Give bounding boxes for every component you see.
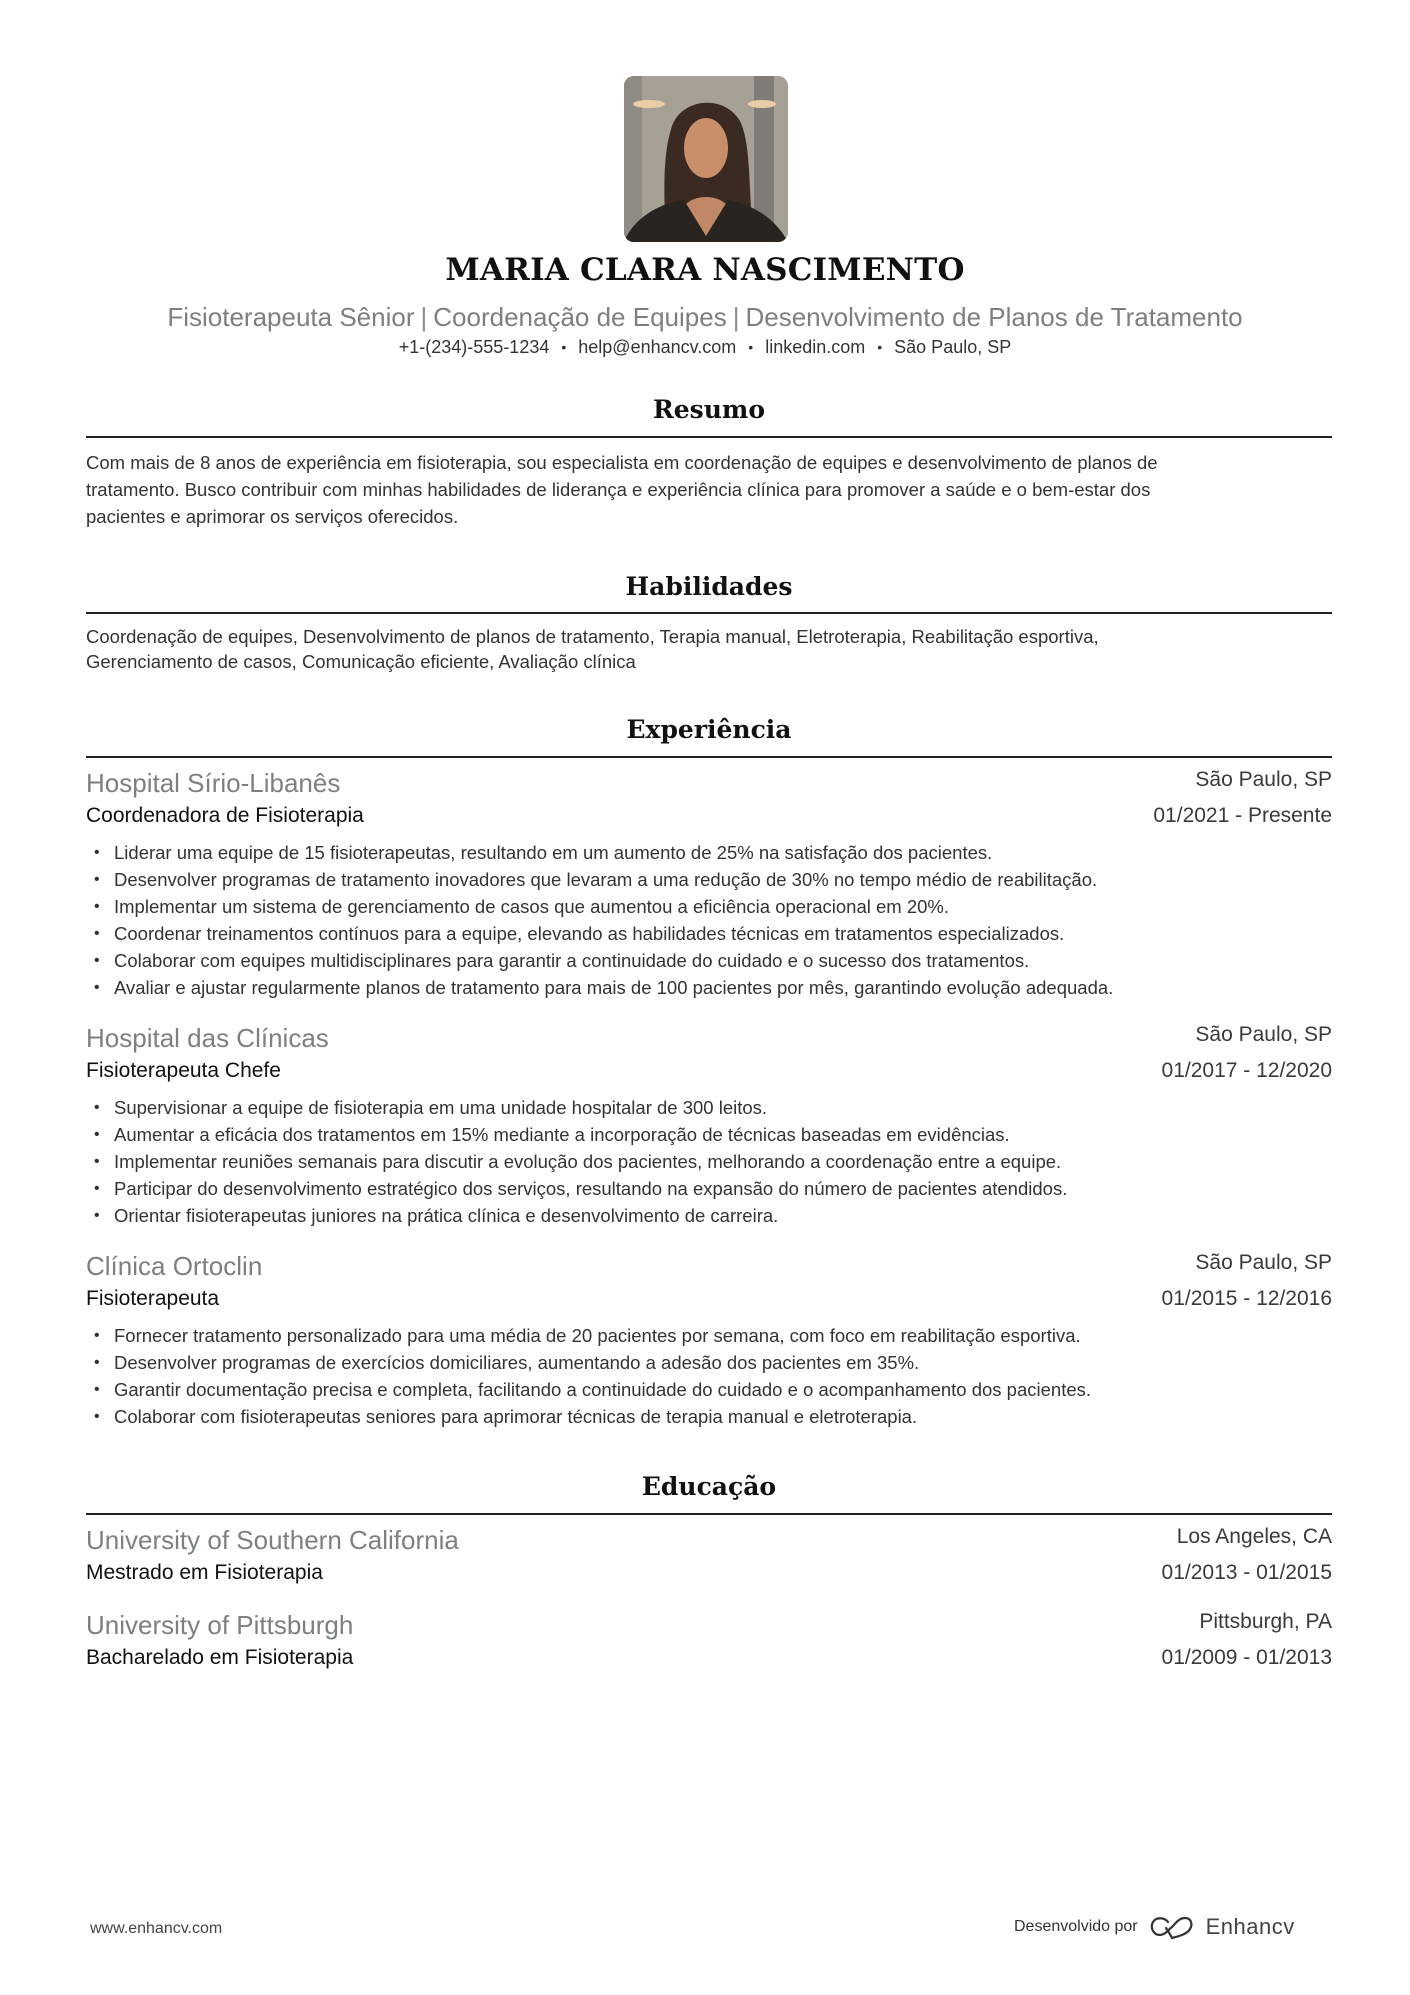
footer-website-link[interactable]: www.enhancv.com (90, 1920, 223, 1937)
bullet-separator-icon: • (877, 339, 883, 355)
job-location: São Paulo, SP (1195, 1251, 1332, 1274)
school-location: Los Angeles, CA (1176, 1525, 1332, 1548)
contact-email[interactable]: help@enhancv.com (578, 337, 737, 357)
job-bullets (86, 1322, 1332, 1430)
headline-separator: | (420, 302, 428, 332)
skills-text (86, 624, 1336, 674)
school-name: University of Pittsburgh (86, 1610, 354, 1640)
headline-part: Coordenação de Equipes (433, 302, 727, 332)
brand-name[interactable]: Enhancv (1205, 1914, 1295, 1939)
job-dates: 01/2017 - 12/2020 (1161, 1059, 1332, 1082)
footer-branding (1014, 1912, 1295, 1942)
bullet-separator-icon: • (561, 339, 567, 355)
job-bullet: • Aumentar a eficácia dos tratamentos em 15% mediante a incorporação de técnicas baseadas em evidências. (86, 1121, 1332, 1148)
job-bullet: • Implementar um sistema de gerenciamento de casos que aumentou a eficiência operacional em 20%. (86, 893, 1332, 920)
headline-separator: | (732, 302, 740, 332)
job-bullet: • Colaborar com equipes multidisciplinares para garantir a continuidade do cuidado e o sucesso dos tratamentos. (86, 947, 1332, 974)
summary-line: Com mais de 8 anos de experiência em fisioterapia, sou especialista em coordenação de equipes e desenvolvimento de planos de (86, 452, 1158, 473)
education-subheader (86, 1561, 1332, 1591)
job-bullets (86, 839, 1332, 1001)
job-bullet: • Avaliar e ajustar regularmente planos de tratamento para mais de 100 pacientes por mês, garantindo evolução adequada. (86, 974, 1332, 1001)
section-title-experience: Experiência (626, 715, 792, 744)
company-name: Hospital Sírio-Libanês (86, 768, 341, 798)
job-dates: 01/2021 - Presente (1153, 804, 1332, 827)
experience-subheader (86, 1059, 1332, 1089)
job-bullet: • Fornecer tratamento personalizado para uma média de 20 pacientes por semana, com foco em reabilitação esportiva. (86, 1322, 1332, 1349)
summary-text (86, 449, 1336, 530)
job-bullet: • Implementar reuniões semanais para discutir a evolução dos pacientes, melhorando a coordenação entre a equipe. (86, 1148, 1332, 1175)
job-bullet: • Garantir documentação precisa e completa, facilitando a continuidade do cuidado e o acompanhamento dos pacientes. (86, 1376, 1332, 1403)
job-bullets (86, 1094, 1332, 1229)
contact-phone[interactable]: +1-(234)-555-1234 (398, 337, 550, 357)
section-title-education: Educação (641, 1472, 777, 1501)
job-bullet: • Liderar uma equipe de 15 fisioterapeutas, resultando em um aumento de 25% na satisfação dos pacientes. (86, 839, 1332, 866)
education-header (86, 1610, 1332, 1640)
section-divider (86, 436, 1332, 438)
experience-header (86, 1023, 1332, 1053)
section-divider (86, 756, 1332, 758)
contact-linkedin[interactable]: linkedin.com (765, 337, 866, 357)
headline-part: Desenvolvimento de Planos de Tratamento (745, 302, 1243, 332)
section-title-skills: Habilidades (625, 572, 793, 601)
profile-photo (624, 76, 788, 242)
job-title: Fisioterapeuta (86, 1287, 220, 1310)
section-divider (86, 1513, 1332, 1515)
job-location: São Paulo, SP (1195, 768, 1332, 791)
bullet-separator-icon: • (748, 339, 754, 355)
education-dates: 01/2013 - 01/2015 (1161, 1561, 1332, 1584)
job-title: Coordenadora de Fisioterapia (86, 804, 364, 827)
powered-by-label: Desenvolvido por (1014, 1918, 1138, 1935)
school-name: University of Southern California (86, 1525, 459, 1555)
education-header (86, 1525, 1332, 1555)
enhancv-logo-icon (1148, 1914, 1196, 1940)
degree: Bacharelado em Fisioterapia (86, 1646, 354, 1669)
experience-header (86, 768, 1332, 798)
job-bullet: • Coordenar treinamentos contínuos para a equipe, elevando as habilidades técnicas em tratamentos especializados. (86, 920, 1332, 947)
education-dates: 01/2009 - 01/2013 (1161, 1646, 1332, 1669)
company-name: Hospital das Clínicas (86, 1023, 329, 1053)
skills-line: Gerenciamento de casos, Comunicação eficiente, Avaliação clínica (86, 651, 636, 672)
job-location: São Paulo, SP (1195, 1023, 1332, 1046)
education-subheader (86, 1646, 1332, 1676)
experience-subheader (86, 804, 1332, 834)
portrait-image-icon (624, 76, 788, 242)
contact-location: São Paulo, SP (894, 337, 1012, 357)
school-location: Pittsburgh, PA (1199, 1610, 1332, 1633)
summary-line: tratamento. Busco contribuir com minhas habilidades de liderança e experiência clínica para promover a saúde e o bem-estar dos (86, 479, 1151, 500)
job-bullet: • Participar do desenvolvimento estratégico dos serviços, resultando na expansão do número de pacientes atendidos. (86, 1175, 1332, 1202)
degree: Mestrado em Fisioterapia (86, 1561, 323, 1584)
job-bullet: • Colaborar com fisioterapeutas seniores para aprimorar técnicas de terapia manual e eletroterapia. (86, 1403, 1332, 1430)
summary-line: pacientes e aprimorar os serviços oferecidos. (86, 506, 459, 527)
experience-subheader (86, 1287, 1332, 1317)
headline-part: Fisioterapeuta Sênior (167, 302, 415, 332)
headline (0, 302, 1410, 333)
job-dates: 01/2015 - 12/2016 (1161, 1287, 1332, 1310)
section-divider (86, 612, 1332, 614)
experience-header (86, 1251, 1332, 1281)
job-bullet: • Desenvolver programas de tratamento inovadores que levaram a uma redução de 30% no tempo médio de reabilitação. (86, 866, 1332, 893)
candidate-name: MARIA CLARA NASCIMENTO (445, 252, 965, 288)
job-bullet: • Supervisionar a equipe de fisioterapia em uma unidade hospitalar de 300 leitos. (86, 1094, 1332, 1121)
job-bullet: • Desenvolver programas de exercícios domiciliares, aumentando a adesão dos pacientes em 35%. (86, 1349, 1332, 1376)
section-title-summary: Resumo (652, 395, 766, 424)
job-title: Fisioterapeuta Chefe (86, 1059, 281, 1082)
job-bullet: • Orientar fisioterapeutas juniores na prática clínica e desenvolvimento de carreira. (86, 1202, 1332, 1229)
company-name: Clínica Ortoclin (86, 1251, 263, 1281)
contact-info (0, 337, 1410, 358)
skills-line: Coordenação de equipes, Desenvolvimento de planos de tratamento, Terapia manual, Eletroterapia, Reabilitação esportiva, (86, 626, 1099, 647)
